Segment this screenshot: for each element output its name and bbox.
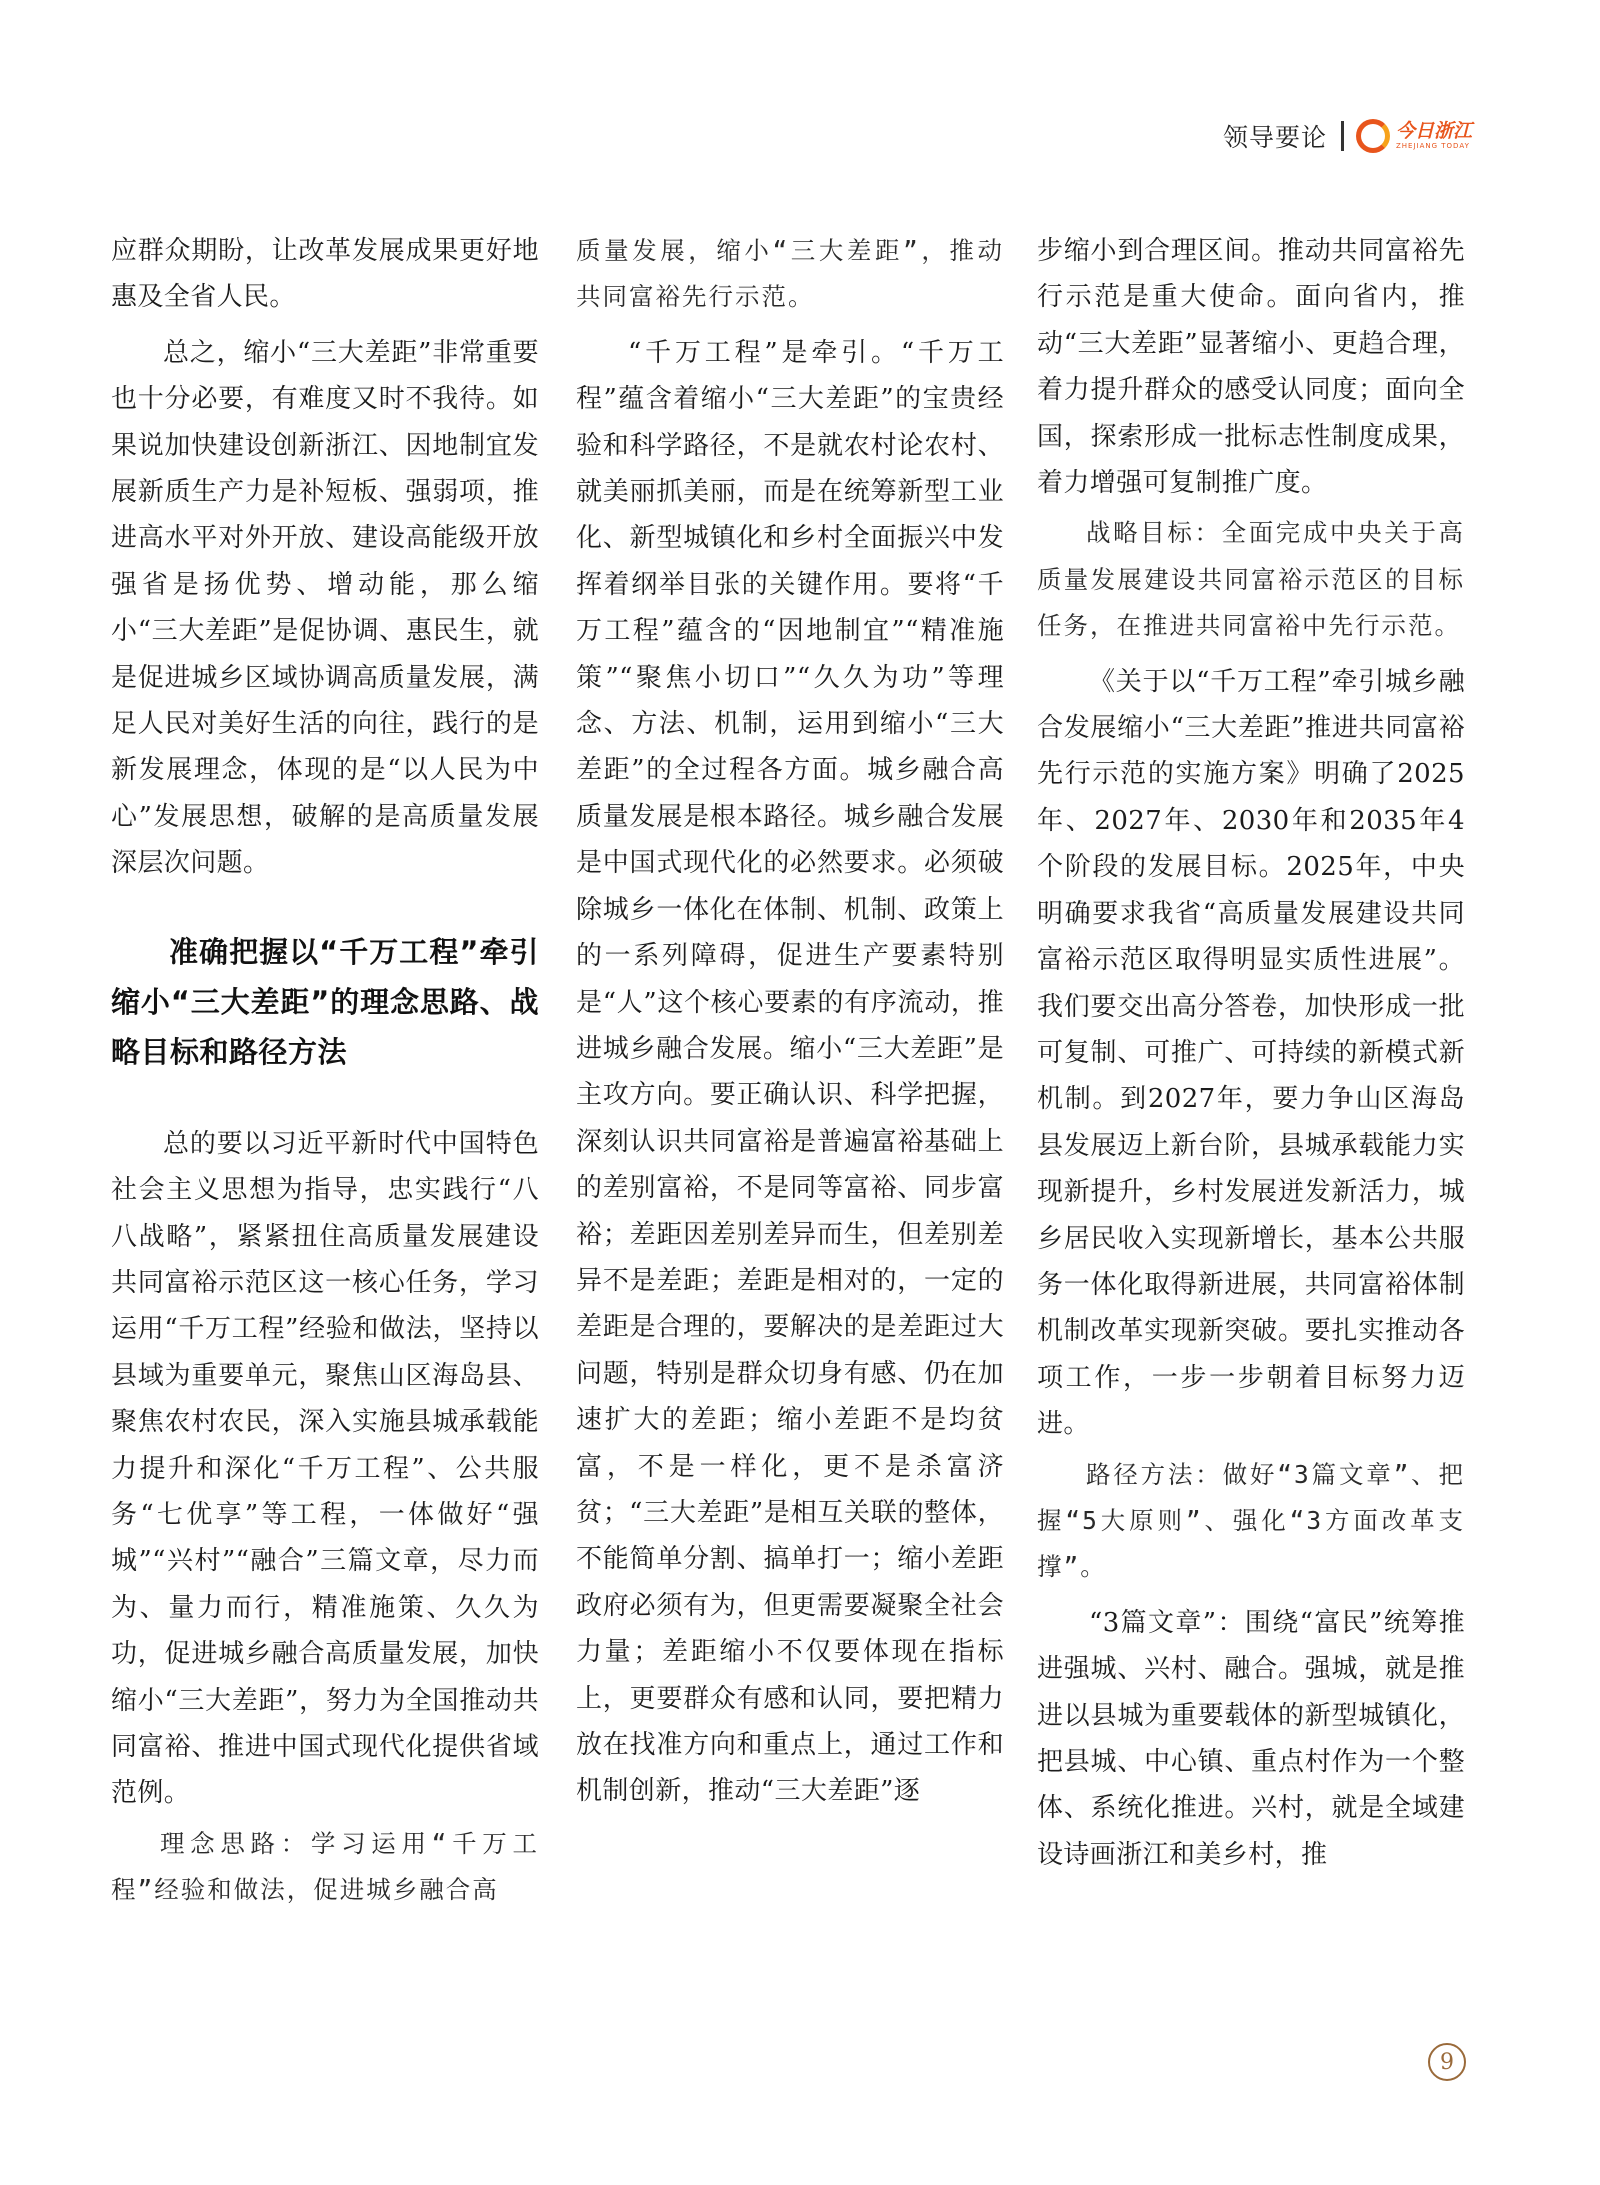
paragraph: 总之，缩小“三大差距”非常重要也十分必要，有难度又时不我待。如果说加快建设创新浙江、因地制宜发展新质生产力是补短板、强弱项，推进高水平对外开放、建设高能级开放强省是扬优势、增动能，那么缩小“三大差距”是促协调、惠民生，就是促进城乡区域协调高质量发展，满足人民对美好生活的向往，践行的是新发展理念，体现的是“以人民为中心”发展思想，破解的是高质量发展深层次问题。	[111, 337, 539, 879]
logo-circle-icon	[1356, 119, 1390, 153]
page-header	[1223, 118, 1472, 154]
paragraph: “千万工程”是牵引。“千万工程”蕴含着缩小“三大差距”的宝贵经验和科学路径，不是就农村论农村、就美丽抓美丽，而是在统筹新型工业化、新型城镇化和乡村全面振兴中发挥着纲举目张的关键作用。要将“千万工程”蕴含的“因地制宜”“精准施策”“聚焦小切口”“久久为功”等理念、方法、机制，运用到缩小“三大差距”的全过程各方面。城乡融合高质量发展是根本路径。城乡融合发展是中国式现代化的必然要求。必须破除城乡一体化在体制、机制、政策上的一系列障碍，促进生产要素特别是“人”这个核心要素的有序流动，推进城乡融合发展。缩小“三大差距”是主攻方向。要正确认识、科学把握，深刻认识共同富裕是普遍富裕基础上的差别富裕，不是同等富裕、同步富裕；差距因差别差异而生，但差别差异不是差距；差距是相对的，一定的差距是合理的，要解决的是差距过大问题，特别是群众切身有感、仍在加速扩大的差距；缩小差距不是均贫富，不是一样化，更不是杀富济贫；“三大差距”是相互关联的整体，不能简单分割、搞单打一；缩小差距政府必须有为，但更需要凝聚全社会力量；差距缩小不仅要体现在指标上，更要群众有感和认同，要把精力放在找准方向和重点上，通过工作和机制创新，推动“三大差距”逐	[576, 337, 1004, 1807]
column-1	[111, 228, 539, 1918]
subheading-paragraph: 理念思路：学习运用“千万工程”经验和做法，促进城乡融合高	[111, 1828, 539, 1905]
paragraph: 总的要以习近平新时代中国特色社会主义思想为指导，忠实践行“八八战略”，紧紧扭住高质量发展建设共同富裕示范区这一核心任务，学习运用“千万工程”经验和做法，坚持以县域为重要单元，聚焦山区海岛县、聚焦农村农民，深入实施县城承载能力提升和深化“千万工程”、公共服务“七优享”等工程，一体做好“强城”“兴村”“融合”三篇文章，尽力而为、量力而行，精准施策、久久为功，促进城乡融合高质量发展，加快缩小“三大差距”，努力为全国推动共同富裕、推进中国式现代化提供省域范例。	[111, 1128, 539, 1809]
subheading-paragraph: 战略目标：全面完成中央关于高质量发展建设共同富裕示范区的目标任务，在推进共同富裕中先行示范。	[1037, 518, 1465, 641]
paragraph: 《关于以“千万工程”牵引城乡融合发展缩小“三大差距”推进共同富裕先行示范的实施方案》明确了2025年、2027年、2030年和2035年4个阶段的发展目标。2025年，中央明确要求我省“高质量发展建设共同富裕示范区取得明显实质性进展”。我们要交出高分答卷，加快形成一批可复制、可推广、可持续的新模式新机制。到2027年，要力争山区海岛县发展迈上新台阶，县城承载能力实现新提升，乡村发展迸发新活力，城乡居民收入实现新增长，基本公共服务一体化取得新进展，共同富裕体制机制改革实现新突破。要扎实推动各项工作，一步一步朝着目标努力迈进。	[1037, 666, 1465, 1440]
magazine-logo	[1356, 119, 1472, 153]
paragraph: 步缩小到合理区间。推动共同富裕先行示范是重大使命。面向省内，推动“三大差距”显著缩小、更趋合理，着力提升群众的感受认同度；面向全国，探索形成一批标志性制度成果，着力增强可复制推广度。	[1037, 236, 1465, 499]
subheading-paragraph: 路径方法：做好“3篇文章”、把握“5大原则”、强化“3方面改革支撑”。	[1037, 1459, 1465, 1582]
header-divider	[1341, 121, 1344, 151]
subheading-paragraph: 质量发展，缩小“三大差距”，推动共同富裕先行示范。	[576, 236, 1004, 312]
column-2	[576, 228, 1004, 1815]
column-3	[1037, 228, 1465, 1878]
section-heading: 准确把握以“千万工程”牵引缩小“三大差距”的理念思路、战略目标和路径方法	[111, 934, 539, 1069]
paragraph: 应群众期盼，让改革发展成果更好地惠及全省人民。	[111, 236, 539, 313]
logo-text-cn: 今日浙江	[1395, 120, 1472, 142]
page-number: 9	[1428, 2043, 1466, 2081]
paragraph: “3篇文章”：围绕“富民”统筹推进强城、兴村、融合。强城，就是推进以县城为重要载体的新型城镇化，把县城、中心镇、重点村作为一个整体、系统化推进。兴村，就是全域建设诗画浙江和美乡村，推	[1037, 1607, 1465, 1870]
logo-text-en: ZHEJIANG TODAY	[1395, 142, 1470, 150]
section-label: 领导要论	[1222, 123, 1327, 152]
